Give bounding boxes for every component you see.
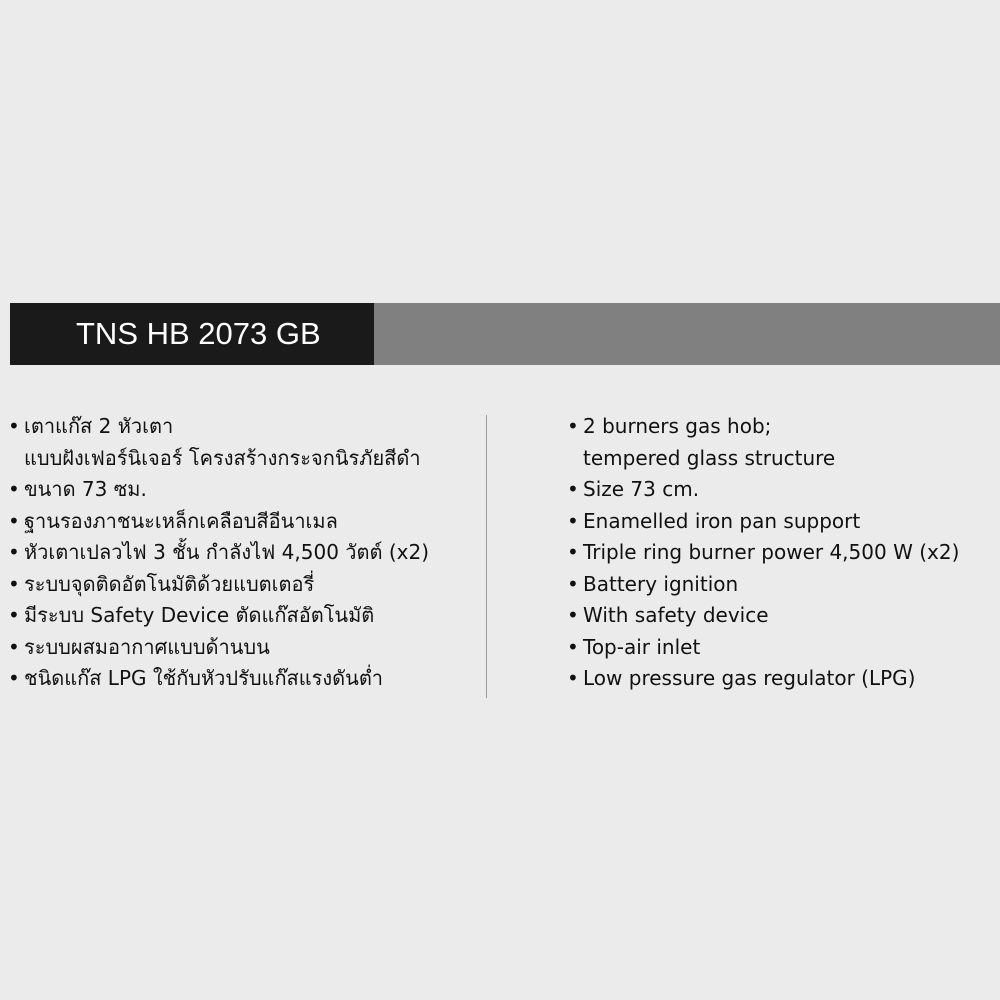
english-spec-list: [567, 411, 997, 695]
bullet-icon: •: [567, 666, 579, 690]
bullet-icon: •: [567, 540, 579, 564]
spec-item: [8, 537, 478, 569]
bullet-icon: •: [8, 508, 20, 533]
spec-item: [567, 663, 997, 695]
spec-item: [567, 506, 997, 538]
spec-text: tempered glass structure: [583, 445, 836, 470]
bullet-icon: •: [8, 634, 20, 659]
spec-text: ชนิดแก๊ส LPG ใช้กับหัวปรับแก๊สแรงดันต่ำ: [24, 666, 384, 690]
spec-text: ฐานรองภาชนะเหล็กเคลือบสีอีนาเมล: [24, 508, 338, 533]
spec-item: [8, 569, 478, 601]
spec-item: [8, 411, 478, 474]
bullet-icon: •: [567, 477, 579, 501]
bullet-icon: •: [567, 508, 579, 533]
bullet-icon: •: [8, 540, 20, 564]
thai-spec-list: [8, 411, 478, 695]
spec-item: [567, 474, 997, 506]
column-divider: [486, 415, 487, 698]
spec-item: [8, 663, 478, 695]
spec-item: [8, 474, 478, 506]
spec-text: ระบบผสมอากาศแบบด้านบน: [24, 634, 270, 659]
bullet-icon: •: [567, 603, 579, 627]
spec-text: มีระบบ Safety Device ตัดแก๊สอัตโนมัติ: [24, 603, 375, 627]
model-title: TNS HB 2073 GB: [10, 303, 374, 365]
spec-text: 2 burners gas hob;: [583, 414, 772, 438]
spec-text: With safety device: [583, 603, 769, 627]
bullet-icon: •: [8, 603, 20, 627]
bullet-icon: •: [567, 634, 579, 659]
spec-text: Low pressure gas regulator (LPG): [583, 666, 916, 690]
bullet-icon: •: [8, 477, 20, 501]
spec-item: [567, 537, 997, 569]
spec-text: Top-air inlet: [583, 634, 701, 659]
model-header-bar: [10, 303, 1000, 365]
spec-item: [8, 506, 478, 538]
spec-text: Battery ignition: [583, 571, 739, 596]
spec-item: [567, 632, 997, 664]
spec-item: [8, 632, 478, 664]
spec-text: แบบฝังเฟอร์นิเจอร์ โครงสร้างกระจกนิรภัยสีดำ: [24, 445, 421, 470]
bullet-icon: •: [8, 571, 20, 596]
spec-text: หัวเตาเปลวไฟ 3 ชั้น กำลังไฟ 4,500 วัตต์ (x2): [24, 540, 430, 564]
spec-text: เตาแก๊ส 2 หัวเตา: [24, 414, 174, 438]
spec-text: Triple ring burner power 4,500 W (x2): [583, 540, 960, 564]
spec-item: [567, 411, 997, 474]
bullet-icon: •: [567, 414, 579, 438]
bullet-icon: •: [8, 414, 20, 438]
spec-item: [567, 600, 997, 632]
bullet-icon: •: [567, 571, 579, 596]
spec-item: [567, 569, 997, 601]
bullet-icon: •: [8, 666, 20, 690]
spec-text: ขนาด 73 ซม.: [24, 477, 147, 501]
spec-item: [8, 600, 478, 632]
spec-text: Enamelled iron pan support: [583, 508, 861, 533]
spec-text: ระบบจุดติดอัตโนมัติด้วยแบตเตอรี่: [24, 571, 315, 596]
spec-text: Size 73 cm.: [583, 477, 700, 501]
